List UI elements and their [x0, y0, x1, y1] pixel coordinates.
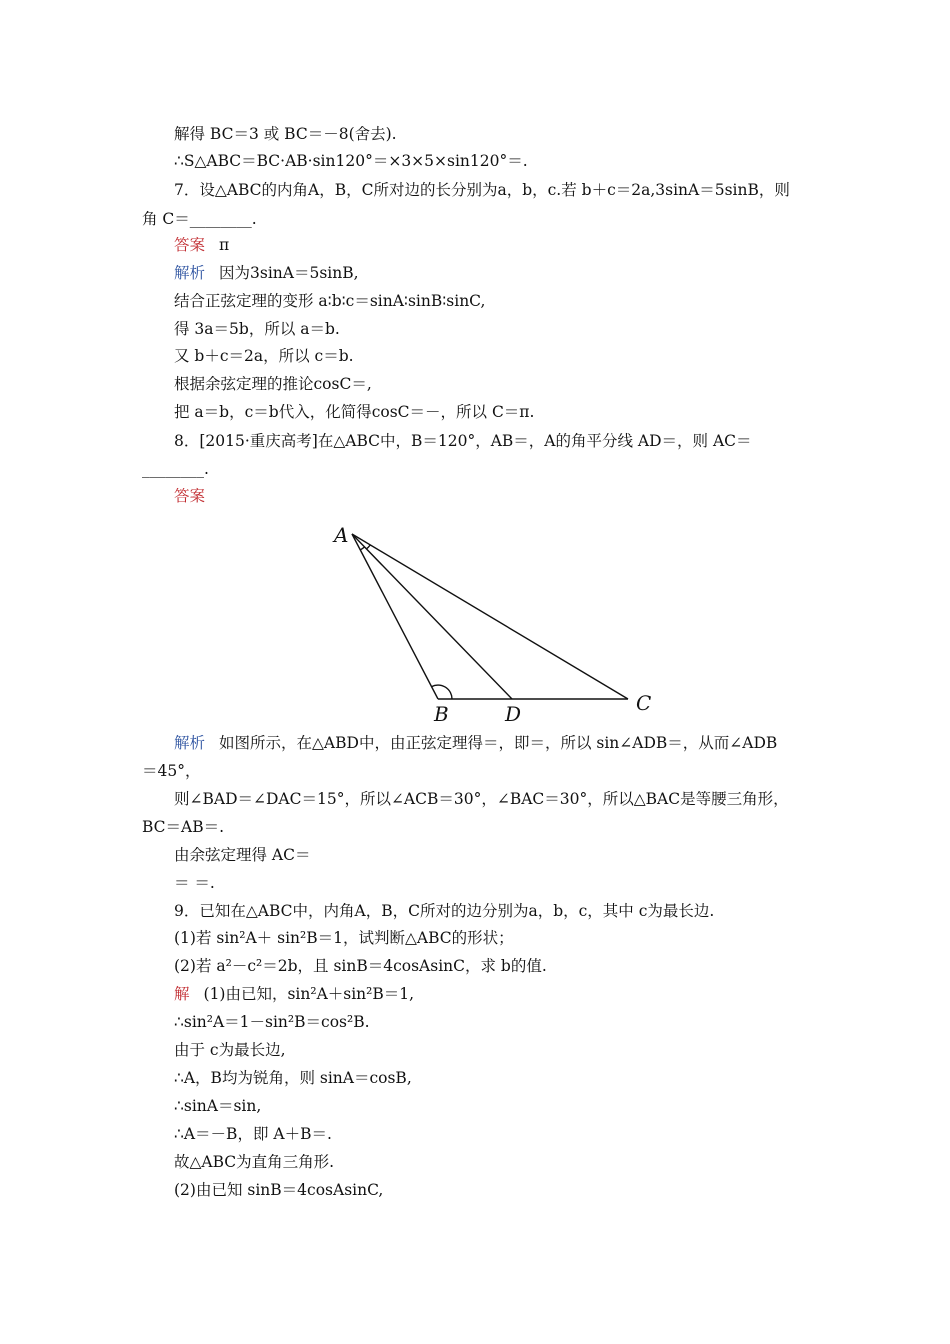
text-line: 结合正弦定理的变形 a∶b∶c＝sinA∶sinB∶sinC,: [174, 292, 486, 310]
text-line: ∴sin²A＝1－sin²B＝cos²B.: [174, 1013, 370, 1031]
text-line: 故△ABC为直角三角形.: [174, 1153, 335, 1171]
answer-value: π: [219, 236, 230, 254]
text-line: BC＝AB＝.: [142, 818, 225, 836]
point-b-label: B: [434, 702, 449, 726]
answer-label: 答案: [174, 487, 206, 505]
answer-line: [174, 486, 205, 506]
text-line: 由于 c为最长边,: [174, 1041, 286, 1059]
analysis-label: 解析: [174, 734, 206, 752]
problem-7: 7．设△ABC的内角A，B，C所对边的长分别为a，b，c.若 b＋c＝2a,3sinA＝5sinB，则: [174, 181, 790, 199]
triangle-diagram: [322, 512, 662, 727]
analysis-label: 解析: [174, 264, 206, 282]
answer-label: 答案: [174, 236, 206, 254]
text-line: ________.: [142, 460, 209, 478]
text-line: 则∠BAD＝∠DAC＝15°，所以∠ACB＝30°，∠BAC＝30°，所以△BAC是等腰三角形，: [174, 790, 789, 808]
analysis-text: 如图所示，在△ABD中，由正弦定理得＝，即＝，所以 sin∠ADB＝，从而∠ADB: [219, 734, 778, 752]
angle-mark-dac: [367, 545, 371, 549]
text-line: 得 3a＝5b，所以 a＝b.: [174, 320, 340, 338]
text-line: ∴A＝－B，即 A＋B＝.: [174, 1125, 332, 1143]
solution-text: (1)由已知，sin²A＋sin²B＝1,: [203, 985, 415, 1003]
text-line: (2)由已知 sinB＝4cosAsinC,: [174, 1181, 384, 1199]
triangle-svg: [322, 512, 662, 727]
text-line: (2)若 a²－c²＝2b，且 sinB＝4cosAsinC，求 b的值.: [174, 957, 547, 975]
text-line: ∴A，B均为锐角，则 sinA＝cosB,: [174, 1069, 412, 1087]
text-line: ∴S△ABC＝BC·AB·sin120°＝×3×5×sin120°＝.: [174, 152, 528, 170]
solution-label: 解: [174, 985, 190, 1003]
text-line: ＝45°，: [142, 762, 201, 780]
problem-9: 9．已知在△ABC中，内角A，B，C所对的边分别为a，b，c，其中 c为最长边.: [174, 902, 715, 920]
side-ac: [352, 534, 628, 699]
text-line: 由余弦定理得 AC＝: [174, 846, 311, 864]
angle-mark-bad: [360, 547, 364, 550]
answer-line: [174, 235, 229, 255]
analysis-text: 因为3sinA＝5sinB,: [219, 264, 359, 282]
point-a-label: A: [334, 523, 349, 547]
text-line: 又 b＋c＝2a，所以 c＝b.: [174, 347, 354, 365]
text-line: ＝ ＝.: [174, 874, 215, 892]
bisector-ad: [352, 534, 512, 699]
text-line: (1)若 sin²A＋ sin²B＝1，试判断△ABC的形状；: [174, 929, 514, 947]
text-line: 解得 BC＝3 或 BC＝－8(舍去).: [174, 125, 397, 143]
problem-8: 8．[2015·重庆高考]在△ABC中，B＝120°，AB＝，A的角平分线 AD＝，则 AC＝: [174, 432, 752, 450]
point-d-label: D: [505, 702, 522, 726]
text-line: 把 a＝b，c＝b代入，化简得cosC＝－，所以 C＝π.: [174, 403, 535, 421]
text-line: 根据余弦定理的推论cosC＝,: [174, 375, 372, 393]
side-ab: [352, 534, 438, 699]
text-line: ∴sinA＝sin,: [174, 1097, 262, 1115]
solution-line: [174, 984, 414, 1004]
point-c-label: C: [636, 691, 652, 715]
analysis-line: [174, 733, 777, 753]
analysis-line: [174, 263, 359, 283]
text-line: 角 C＝________.: [142, 210, 257, 228]
